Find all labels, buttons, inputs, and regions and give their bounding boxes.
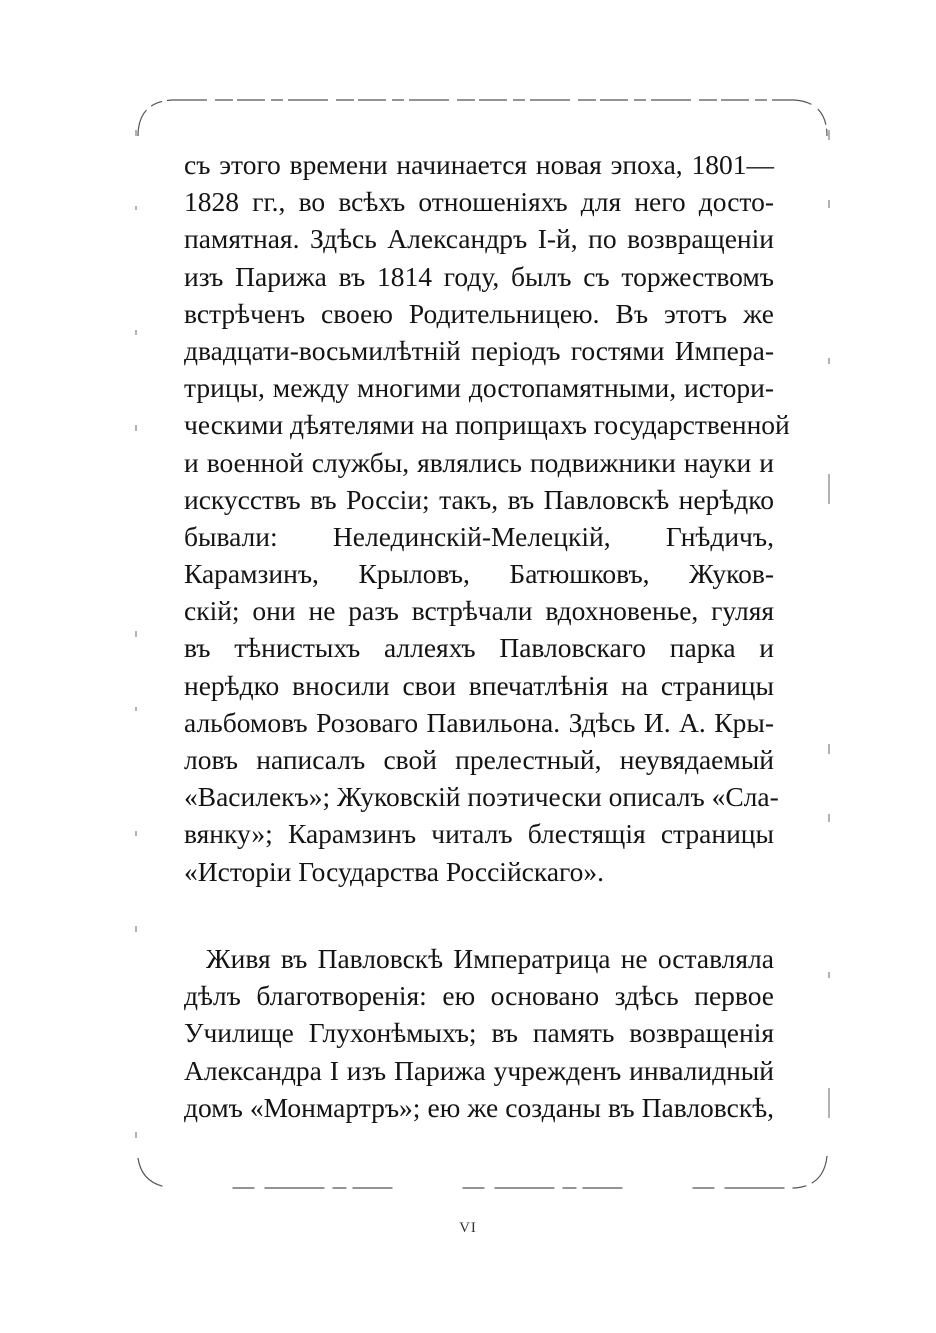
text-line: бывали: Нелединскій-Мелецкій, Гнѣдичъ, — [184, 520, 774, 552]
paragraph-1 — [184, 146, 790, 890]
text-line: въ тѣнистыхъ аллеяхъ Павловскаго парка и — [184, 632, 774, 664]
text-line: Карамзинъ, Крыловъ, Батюшковъ, Жуков- — [184, 558, 774, 590]
text-line: памятная. Здѣсь Александръ I-й, по возвращеніи — [184, 223, 774, 255]
text-line: дѣлъ благотворенія: ею основано здѣсь первое — [184, 980, 774, 1012]
paragraph-2 — [184, 940, 774, 1126]
text-line: Живя въ Павловскѣ Императрица не оставляла — [206, 943, 774, 974]
text-line: Училище Глухонѣмыхъ; въ память возвращенія — [184, 1017, 774, 1049]
text-line: трицы, между многими достопамятными, истори- — [184, 372, 774, 404]
text-line: 1828 гг., во всѣхъ отношеніяхъ для него досто- — [184, 186, 774, 218]
text-line: нерѣдко вносили свои впечатлѣнія на страницы — [184, 669, 774, 701]
text-line: изъ Парижа въ 1814 году, былъ съ торжествомъ — [184, 260, 774, 292]
text-line: «Василекъ»; Жуковскій поэтически описалъ «Сла- — [184, 781, 779, 813]
text-line: вянку»; Карамзинъ читалъ блестящія страницы — [184, 818, 774, 850]
text-line: ловъ написалъ свой прелестный, неувядаемый — [184, 744, 774, 775]
text-line: двадцати-восьмилѣтній періодъ гостями Импера- — [184, 334, 774, 366]
page-number: VI — [459, 1220, 477, 1236]
text-line: съ этого времени начинается новая эпоха, 1801— — [184, 149, 774, 180]
text-line: и военной службы, являлись подвижники науки и — [184, 446, 774, 478]
text-line: «Исторіи Государства Россійскаго». — [184, 855, 604, 887]
text-line: альбомовъ Розоваго Павильона. Здѣсь И. А. Кры- — [184, 706, 774, 738]
text-line: искусствъ въ Россіи; такъ, въ Павловскѣ нерѣдко — [184, 483, 774, 515]
text-line: ческими дѣятелями на поприщахъ государственной — [184, 409, 790, 441]
text-line: домъ «Монмартръ»; ею же созданы въ Павловскѣ, — [184, 1091, 774, 1123]
text-line: Александра I изъ Парижа учрежденъ инвалидный — [184, 1054, 774, 1086]
text-line: встрѣченъ своею Родительницею. Въ этотъ же — [184, 297, 774, 329]
text-line: скій; они не разъ встрѣчали вдохновенье, гуляя — [184, 595, 774, 627]
